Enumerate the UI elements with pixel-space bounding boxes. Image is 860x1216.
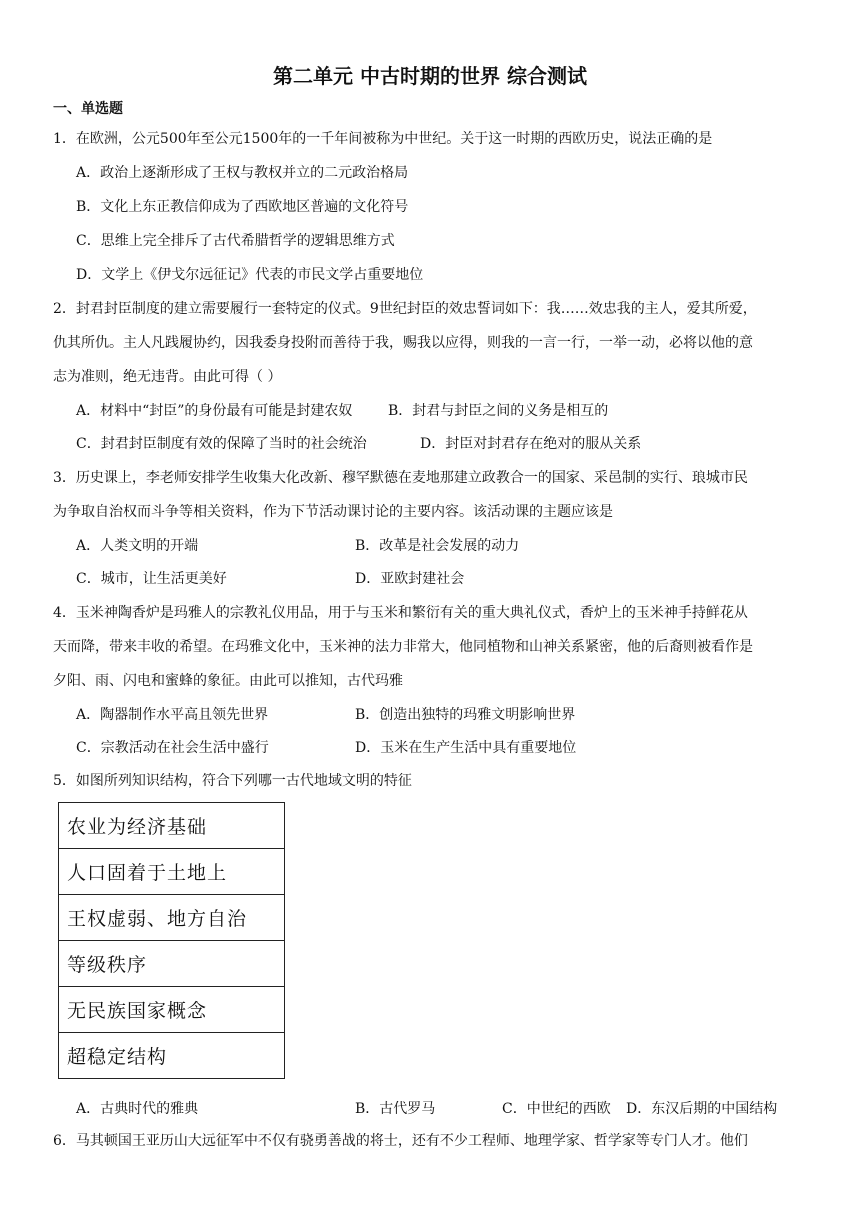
q1-stem: 1．在欧洲，公元500年至公元1500年的一千年间被称为中世纪。关于这一时期的西欧历史，说法正确的是 [53, 131, 713, 147]
knowledge-structure-table [58, 802, 285, 1079]
table-row: 人口固着于土地上 [59, 848, 284, 894]
q1-option-a[interactable]: A．政治上逐渐形成了王权与教权并立的二元政治格局 [76, 165, 409, 181]
q6-stem-line1: 6．马其顿国王亚历山大远征军中不仅有骁勇善战的将士，还有不少工程师、地理学家、哲学家等专门人才。他们 [53, 1133, 748, 1149]
q2-stem-line1: 2．封君封臣制度的建立需要履行一套特定的仪式。9世纪封臣的效忠誓词如下：我……效忠我的主人，爱其所爱， [53, 301, 757, 317]
q3-option-c[interactable]: C．城市，让生活更美好 [76, 571, 227, 587]
q1-option-c[interactable]: C．思维上完全排斥了古代希腊哲学的逻辑思维方式 [76, 233, 395, 249]
q4-stem-line3: 夕阳、雨、闪电和蜜蜂的象征。由此可以推知，古代玛雅 [53, 673, 403, 689]
q4-option-d[interactable]: D．玉米在生产生活中具有重要地位 [355, 740, 577, 756]
table-row: 农业为经济基础 [67, 816, 208, 838]
q5-option-c[interactable]: C．中世纪的西欧 [502, 1101, 611, 1117]
q2-stem-line3: 志为准则，绝无违背。由此可得（ ） [53, 369, 282, 385]
q5-option-b[interactable]: B．古代罗马 [355, 1101, 436, 1117]
q3-option-d[interactable]: D．亚欧封建社会 [355, 571, 465, 587]
q4-option-a[interactable]: A．陶器制作水平高且领先世界 [76, 707, 269, 723]
q2-option-d[interactable]: D．封臣对封君存在绝对的服从关系 [420, 436, 642, 452]
q2-stem-line2: 仇其所仇。主人凡践履协约，因我委身投附而善待于我，赐我以应得，则我的一言一行，一举一动，必将以他的意 [53, 335, 753, 351]
q2-option-a[interactable]: A．材料中“封臣”的身份最有可能是封建农奴 [76, 403, 353, 419]
q3-stem-line1: 3．历史课上，李老师安排学生收集大化改新、穆罕默德在麦地那建立政教合一的国家、采邑制的实行、琅城市民 [53, 470, 748, 486]
q4-stem-line2: 天而降，带来丰收的希望。在玛雅文化中，玉米神的法力非常大，他同植物和山神关系紧密，他的后裔则被看作是 [53, 639, 753, 655]
table-row: 王权虚弱、地方自治 [59, 894, 284, 940]
q2-option-c[interactable]: C．封君封臣制度有效的保障了当时的社会统治 [76, 436, 367, 452]
table-row: 等级秩序 [59, 940, 284, 986]
q3-option-b[interactable]: B．改革是社会发展的动力 [355, 538, 520, 554]
q5-stem: 5．如图所列知识结构，符合下列哪一古代地域文明的特征 [53, 773, 412, 789]
q4-option-b[interactable]: B．创造出独特的玛雅文明影响世界 [355, 707, 576, 723]
table-row: 无民族国家概念 [59, 986, 284, 1032]
section-heading: 一、单选题 [53, 101, 123, 117]
q5-option-d[interactable]: D．东汉后期的中国结构 [626, 1101, 778, 1117]
q2-option-b[interactable]: B．封君与封臣之间的义务是相互的 [388, 403, 609, 419]
q1-option-b[interactable]: B．文化上东正教信仰成为了西欧地区普遍的文化符号 [76, 199, 409, 215]
table-row: 超稳定结构 [59, 1032, 284, 1078]
q4-option-c[interactable]: C．宗教活动在社会生活中盛行 [76, 740, 269, 756]
q5-option-a[interactable]: A．古典时代的雅典 [76, 1101, 199, 1117]
q1-option-d[interactable]: D．文学上《伊戈尔远征记》代表的市民文学占重要地位 [76, 267, 424, 283]
q4-stem-line1: 4．玉米神陶香炉是玛雅人的宗教礼仪用品，用于与玉米和繁衍有关的重大典礼仪式，香炉上的玉米神手持鲜花从 [53, 605, 748, 621]
page-title: 第二单元 中古时期的世界 综合测试 [273, 64, 587, 88]
q3-option-a[interactable]: A．人类文明的开端 [76, 538, 199, 554]
q3-stem-line2: 为争取自治权而斗争等相关资料，作为下节活动课讨论的主要内容。该活动课的主题应该是 [53, 504, 613, 520]
